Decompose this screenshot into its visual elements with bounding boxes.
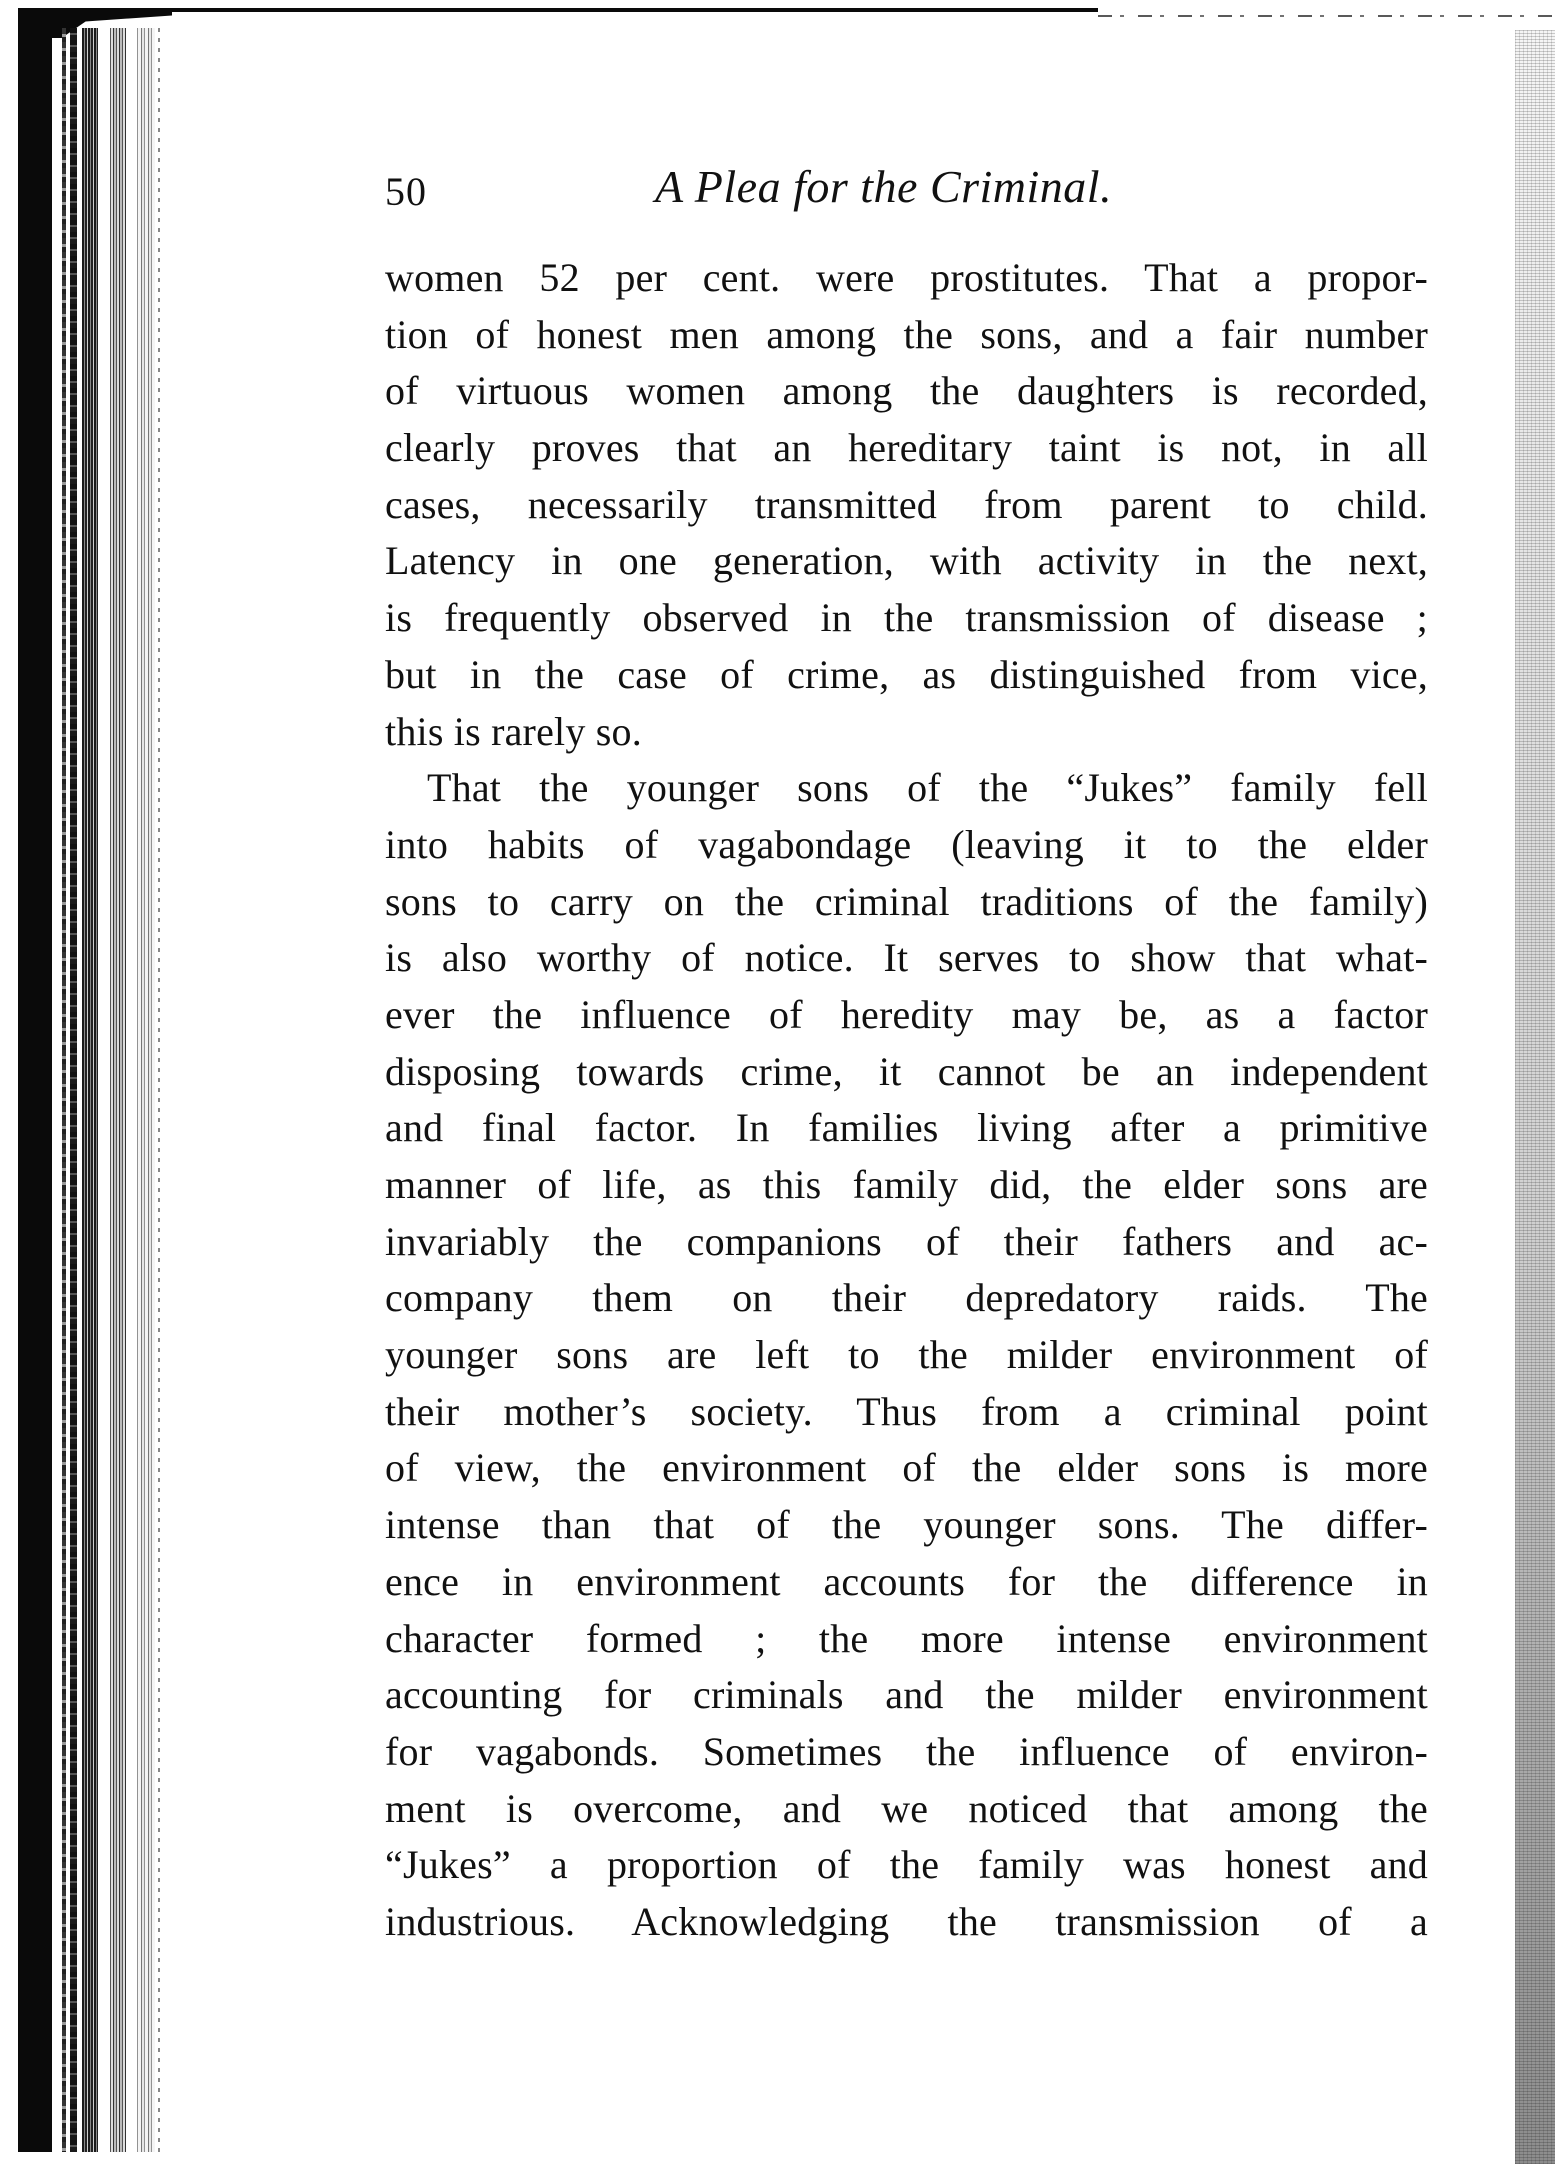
running-header bbox=[385, 160, 1428, 220]
text-line: ment is overcome, and we noticed that among the bbox=[385, 1785, 1428, 1831]
page-edge-stripe bbox=[70, 28, 77, 2152]
text-line: into habits of vagabondage (leaving it to the elder bbox=[385, 821, 1428, 867]
text-line: disposing towards crime, it cannot be an independent bbox=[385, 1048, 1428, 1094]
page-edge-stripe bbox=[137, 28, 155, 2152]
paragraph-2 bbox=[385, 760, 1428, 1950]
text-line: tion of honest men among the sons, and a fair number bbox=[385, 311, 1428, 357]
text-line: manner of life, as this family did, the elder sons are bbox=[385, 1162, 1428, 1207]
text-line: is also worthy of notice. It serves to show that what- bbox=[385, 935, 1428, 981]
page-number: 50 bbox=[385, 169, 427, 214]
text-line: of virtuous women among the daughters is recorded, bbox=[385, 368, 1428, 414]
text-line: industrious. Acknowledging the transmission of a bbox=[385, 1898, 1428, 1944]
text-line: sons to carry on the criminal traditions of the family) bbox=[385, 878, 1428, 924]
text-line: women 52 per cent. were prostitutes. That a propor- bbox=[385, 255, 1428, 300]
text-line: accounting for criminals and the milder environment bbox=[385, 1672, 1428, 1718]
text-line: company them on their depredatory raids. The bbox=[385, 1275, 1428, 1321]
text-line: is frequently observed in the transmission of disease ; bbox=[385, 595, 1428, 641]
text-line: and final factor. In families living after a primitive bbox=[385, 1105, 1428, 1151]
text-line: intense than that of the younger sons. The differ- bbox=[385, 1502, 1428, 1548]
text-line: character formed ; the more intense environment bbox=[385, 1615, 1428, 1661]
right-page-edge-noise bbox=[1515, 30, 1555, 2164]
text-line: “Jukes” a proportion of the family was honest and bbox=[385, 1842, 1428, 1888]
text-line: That the younger sons of the “Jukes” family fell bbox=[427, 765, 1428, 811]
text-line: for vagabonds. Sometimes the influence of environ- bbox=[385, 1728, 1428, 1774]
text-line: this is rarely so. bbox=[385, 708, 642, 754]
text-line: their mother’s society. Thus from a criminal point bbox=[385, 1388, 1428, 1434]
text-line: Latency in one generation, with activity in the next, bbox=[385, 538, 1428, 584]
top-edge-rule-fade bbox=[1098, 15, 1555, 17]
text-line: of view, the environment of the elder sons is more bbox=[385, 1445, 1428, 1491]
text-line: invariably the companions of their fathers and ac- bbox=[385, 1218, 1428, 1264]
paragraph-1 bbox=[385, 250, 1428, 760]
page-edge-stripe bbox=[158, 28, 160, 2152]
book-binding-shadow bbox=[0, 8, 52, 2152]
text-line: but in the case of crime, as distinguished from vice, bbox=[385, 651, 1428, 697]
running-title: A Plea for the Criminal. bbox=[655, 161, 1113, 212]
top-edge-rule bbox=[18, 8, 1098, 12]
text-line: ever the influence of heredity may be, as a factor bbox=[385, 991, 1428, 1037]
page-edge-stripe bbox=[82, 28, 98, 2152]
text-line: ence in environment accounts for the difference in bbox=[385, 1558, 1428, 1604]
text-line: clearly proves that an hereditary taint is not, in all bbox=[385, 425, 1428, 471]
body-text bbox=[385, 250, 1428, 1951]
text-line: cases, necessarily transmitted from parent to child. bbox=[385, 481, 1428, 527]
page-edge-stripe bbox=[62, 28, 66, 2152]
page-edge-stripe bbox=[110, 28, 126, 2152]
text-line: younger sons are left to the milder environment of bbox=[385, 1332, 1428, 1378]
